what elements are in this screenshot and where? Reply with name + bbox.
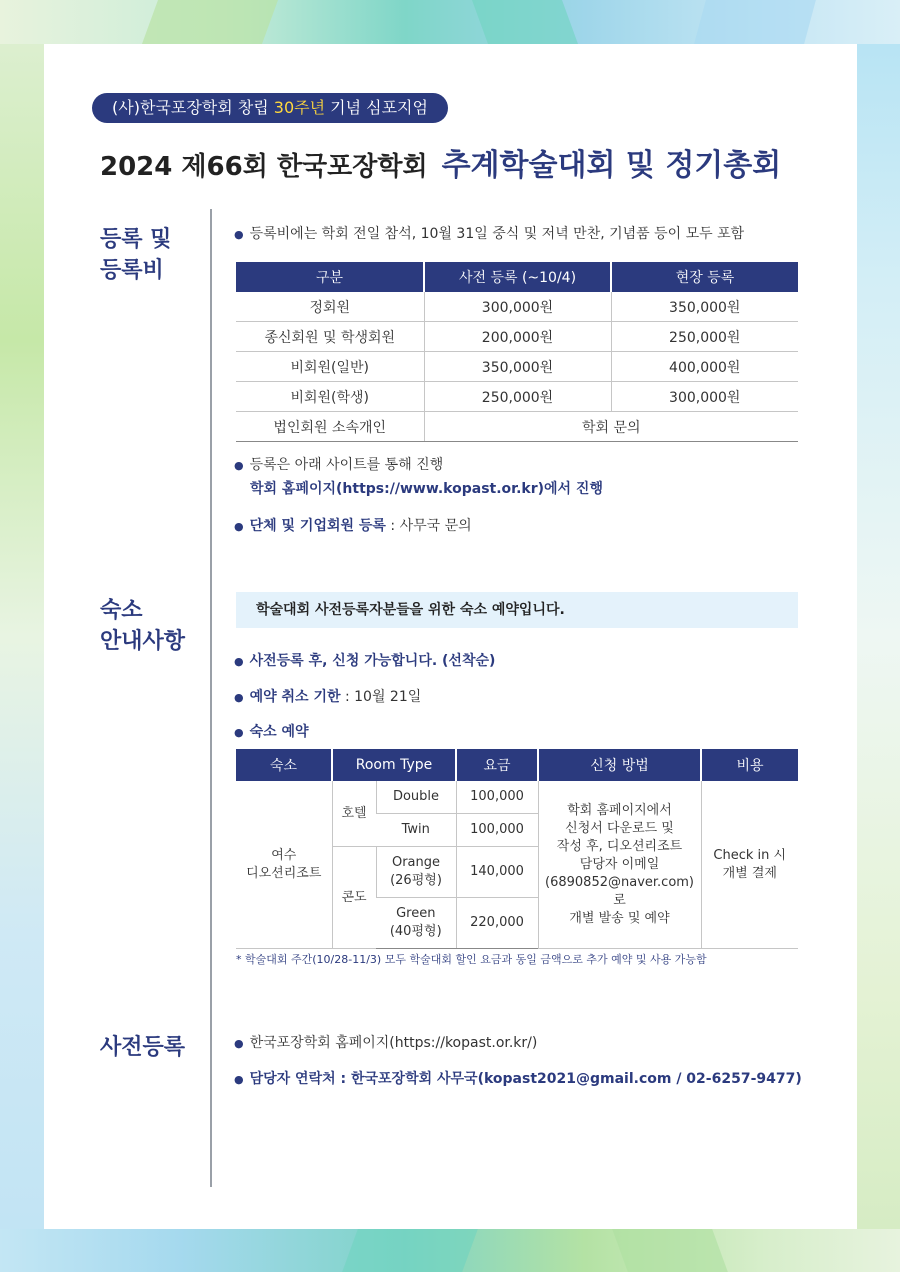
anniversary-badge [92, 93, 448, 123]
condo-label-cell: 콘도 [332, 847, 376, 949]
registration-site-note [234, 454, 443, 474]
bullet-dot-icon: ● [234, 1073, 244, 1086]
registration-fee-table [236, 262, 798, 442]
lodging-table [236, 749, 798, 949]
lodging-footnote: * 학술대회 주간(10/28-11/3) 모두 학술대회 할인 요금과 동일 금액으로 추가 예약 및 사용 가능함 [236, 953, 707, 966]
lodging-heading [100, 595, 210, 657]
fee-column-header: 사전 등록 (~10/4) [424, 262, 611, 292]
fee-column-header: 구분 [236, 262, 424, 292]
group-registration-label: 단체 및 기업회원 등록 [249, 518, 386, 534]
badge-prefix: (사)한국포장학회 창립 [112, 98, 274, 117]
room-price-cell: 140,000 [456, 847, 538, 898]
lodging-bullet-3 [234, 721, 309, 741]
fee-category-cell: 비회원(일반) [236, 352, 424, 382]
lodging-bullet-3-text: 숙소 예약 [249, 724, 309, 740]
fee-onsite-cell: 400,000원 [611, 352, 798, 382]
registration-heading [100, 224, 210, 286]
lodging-bullet-1-text: 사전등록 후, 신청 가능합니다. (선착순) [249, 653, 496, 669]
fee-inquiry-cell: 학회 문의 [424, 412, 798, 442]
registration-heading-line2: 등록비 [100, 258, 164, 283]
room-type-cell: Double [376, 781, 456, 814]
prereg-contact [234, 1068, 802, 1088]
registration-site-link[interactable]: 학회 홈페이지(https://www.kopast.or.kr)에서 진행 [250, 481, 603, 497]
cancel-deadline-label: 예약 취소 기한 [249, 689, 341, 705]
fee-onsite-cell: 350,000원 [611, 292, 798, 322]
lodging-column-header: Room Type [332, 749, 456, 781]
group-registration [234, 515, 472, 535]
fee-category-cell: 법인회원 소속개인 [236, 412, 424, 442]
room-type-cell: Orange (26평형) [376, 847, 456, 898]
fee-category-cell: 정회원 [236, 292, 424, 322]
venue-cell: 여수 디오션리조트 [236, 781, 332, 949]
lodging-column-header: 신청 방법 [538, 749, 701, 781]
lodging-bullet-1 [234, 650, 495, 670]
fee-onsite-cell: 250,000원 [611, 322, 798, 352]
bullet-dot-icon: ● [234, 691, 244, 704]
lodging-column-header: 비용 [701, 749, 798, 781]
fee-pre-cell: 200,000원 [424, 322, 611, 352]
bullet-dot-icon: ● [234, 228, 244, 241]
preregistration-heading: 사전등록 [100, 1035, 186, 1060]
section-divider [210, 209, 212, 1187]
room-type-cell: Twin [376, 814, 456, 847]
fee-pre-cell: 300,000원 [424, 292, 611, 322]
room-type-cell: Green (40평형) [376, 898, 456, 949]
table-row [236, 382, 798, 412]
lodging-column-header: 숙소 [236, 749, 332, 781]
lodging-bullet-2 [234, 686, 421, 706]
bullet-dot-icon: ● [234, 1037, 244, 1050]
bullet-dot-icon: ● [234, 459, 244, 472]
table-row [236, 292, 798, 322]
bullet-dot-icon: ● [234, 726, 244, 739]
lodging-highlight-text: 학술대회 사전등록자분들을 위한 숙소 예약입니다. [256, 602, 565, 618]
badge-suffix: 기념 심포지엄 [325, 98, 428, 117]
fee-onsite-cell: 300,000원 [611, 382, 798, 412]
table-row [236, 322, 798, 352]
bullet-dot-icon: ● [234, 520, 244, 533]
registration-intro [234, 223, 744, 243]
room-price-cell: 220,000 [456, 898, 538, 949]
fee-category-cell: 비회원(학생) [236, 382, 424, 412]
fee-pre-cell: 250,000원 [424, 382, 611, 412]
table-row [236, 412, 798, 442]
cost-cell: Check in 시 개별 결제 [701, 781, 798, 949]
room-price-cell: 100,000 [456, 814, 538, 847]
group-registration-value: : 사무국 문의 [385, 518, 472, 534]
lodging-heading-line2: 안내사항 [100, 629, 186, 654]
registration-intro-text: 등록비에는 학회 전일 참석, 10월 31일 중식 및 저녁 만찬, 기념품 등이 모두 포함 [249, 226, 745, 242]
room-price-cell: 100,000 [456, 781, 538, 814]
lodging-column-header: 요금 [456, 749, 538, 781]
prereg-homepage [234, 1032, 537, 1052]
lodging-highlight-box [236, 592, 798, 628]
page-title [100, 140, 860, 184]
site-note-text: 등록은 아래 사이트를 통해 진행 [249, 457, 444, 473]
lodging-heading-line1: 숙소 [100, 598, 143, 623]
title-main: 2024 제66회 한국포장학회 [100, 152, 428, 182]
registration-heading-line1: 등록 및 [100, 227, 172, 252]
prereg-contact-text: 담당자 연락처 : 한국포장학회 사무국(kopast2021@gmail.com / 02-6257-9477) [249, 1071, 802, 1087]
bullet-dot-icon: ● [234, 655, 244, 668]
cancel-deadline-value: : 10월 21일 [340, 689, 422, 705]
table-row [236, 781, 798, 814]
fee-category-cell: 종신회원 및 학생회원 [236, 322, 424, 352]
fee-pre-cell: 350,000원 [424, 352, 611, 382]
fee-column-header: 현장 등록 [611, 262, 798, 292]
method-cell: 학회 홈페이지에서 신청서 다운로드 및 작성 후, 디오션리조트 담당자 이메일 (6890852@naver.com)로 개별 발송 및 예약 [538, 781, 701, 949]
prereg-homepage-text[interactable]: 한국포장학회 홈페이지(https://kopast.or.kr/) [249, 1035, 538, 1051]
title-accent: 추계학술대회 및 정기총회 [441, 148, 782, 183]
hotel-label-cell: 호텔 [332, 781, 376, 847]
badge-highlight: 30주년 [273, 98, 326, 117]
table-row [236, 352, 798, 382]
